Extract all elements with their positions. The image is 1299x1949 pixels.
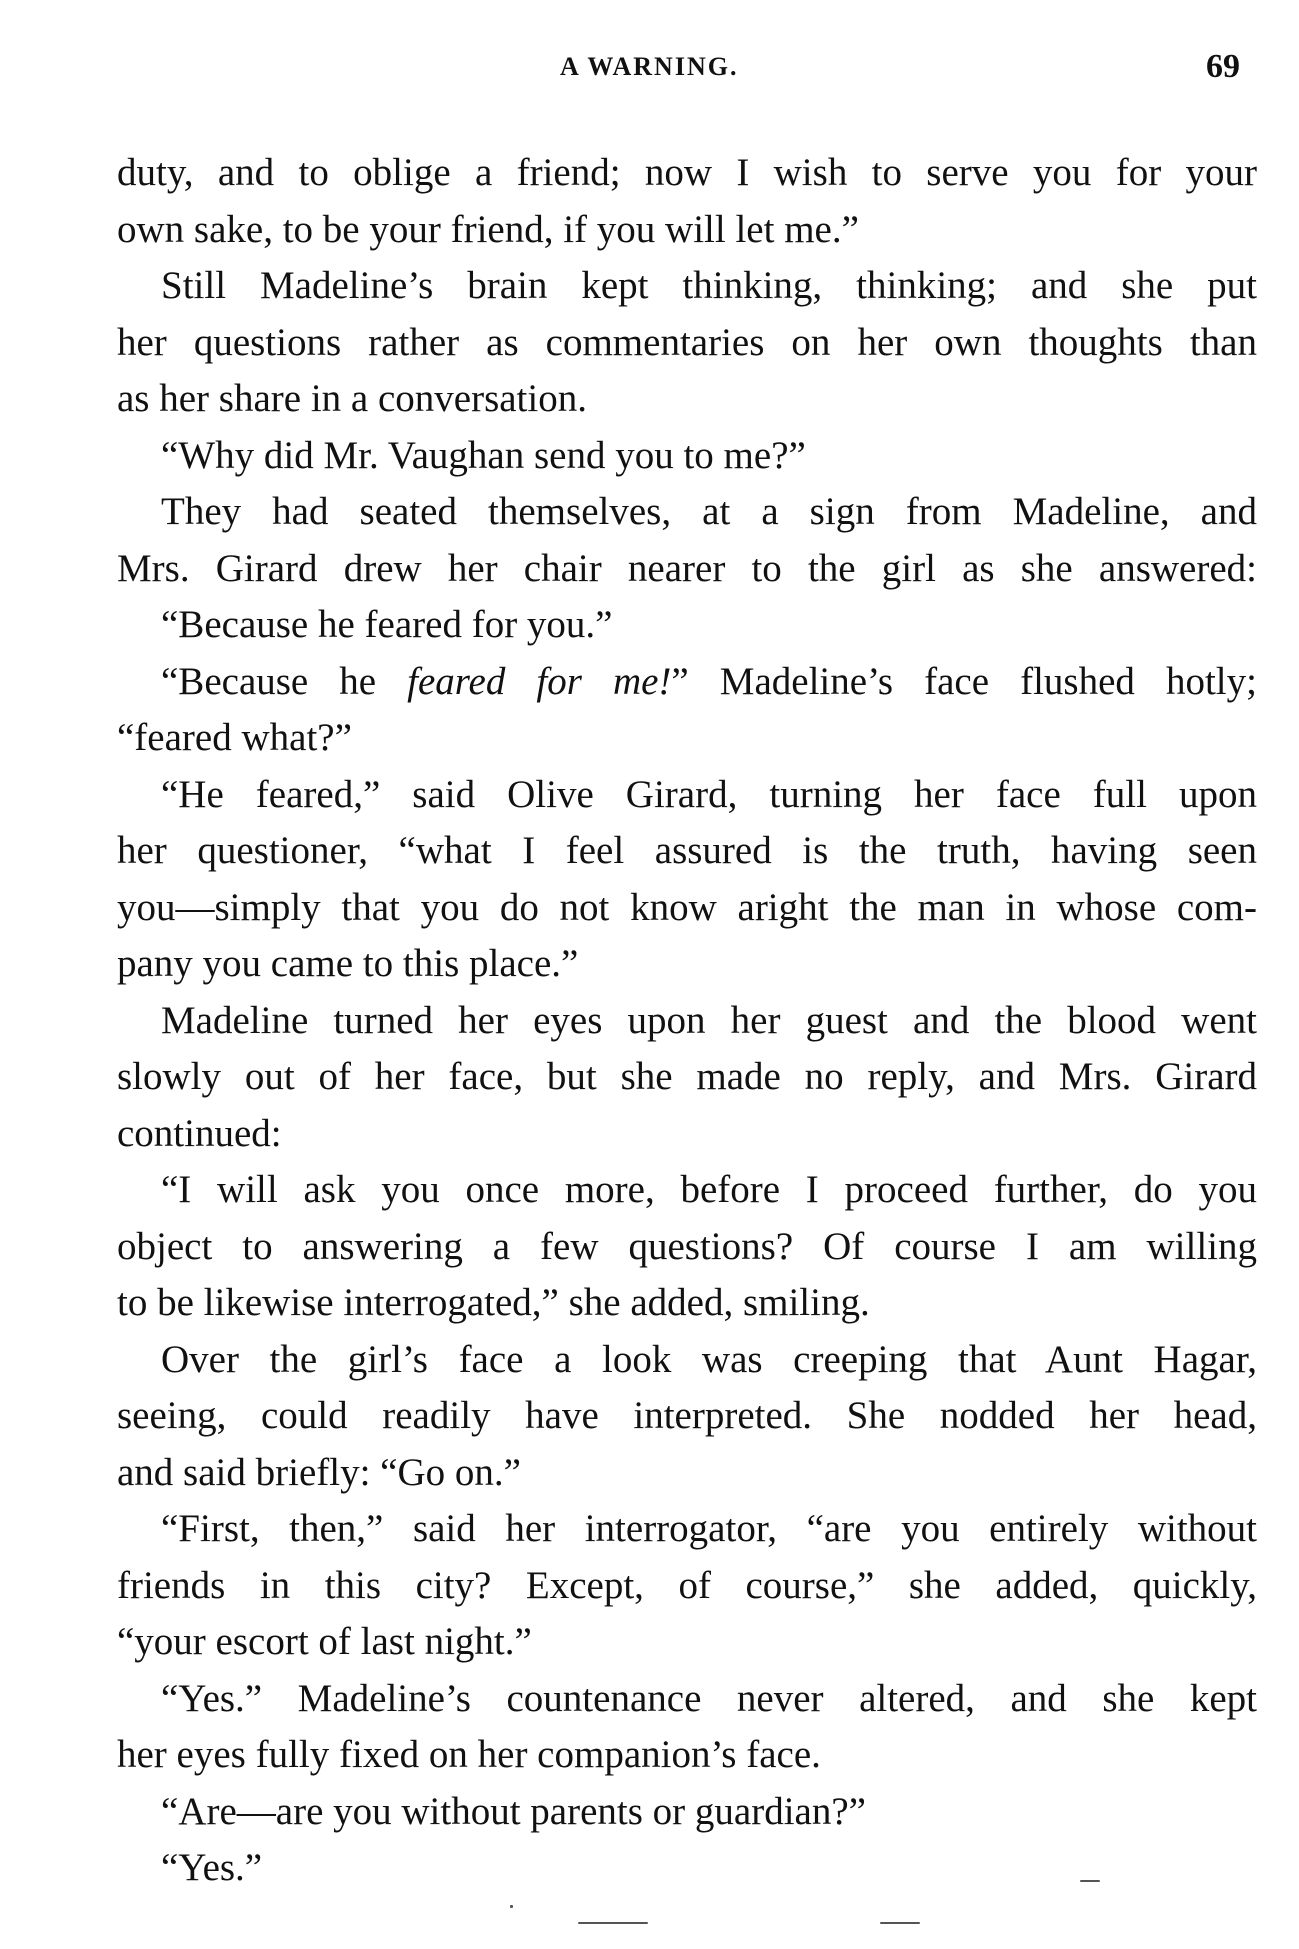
text-line: They had seated themselves, at a sign from Madeline, and [161,490,1257,533]
text-line: “First, then,” said her interrogator, “are you entirely without [161,1507,1257,1550]
text-segment: “Because he [161,660,408,703]
text-line: “Are—are you without parents or guardian?” [161,1790,866,1833]
text-line [161,654,1257,710]
print-speck [510,1905,513,1908]
text-line: Over the girl’s face a look was creeping that Aunt Hagar, [161,1338,1257,1381]
text-line: duty, and to oblige a friend; now I wish to serve you for your [117,151,1257,194]
text-line: “Yes.” [161,1846,263,1889]
print-speck [1080,1880,1100,1882]
text-line: Mrs. Girard drew her chair nearer to the girl as she answered: [117,547,1257,590]
text-line: seeing, could readily have interpreted. She nodded her head, [117,1394,1257,1437]
text-line: “I will ask you once more, before I proceed further, do you [161,1168,1257,1211]
text-line: own sake, to be your friend, if you will let me.” [117,208,859,251]
text-line: as her share in a conversation. [117,377,587,420]
text-line: Still Madeline’s brain kept thinking, thinking; and she put [161,264,1257,307]
text-line: “your escort of last night.” [117,1620,532,1663]
text-line: “Because he feared for you.” [161,603,613,646]
italic-emphasis: feared for me! [407,660,672,703]
text-line: her questioner, “what I feel assured is the truth, having seen [117,829,1257,872]
text-line: “Yes.” Madeline’s countenance never altered, and she kept [161,1677,1257,1720]
text-line: her questions rather as commentaries on her own thoughts than [117,321,1257,364]
text-line: object to answering a few questions? Of course I am willing [117,1225,1257,1268]
text-line: “feared what?” [117,716,352,759]
text-line: to be likewise interrogated,” she added, smiling. [117,1281,870,1324]
text-line: her eyes fully fixed on her companion’s face. [117,1733,821,1776]
text-line: slowly out of her face, but she made no reply, and Mrs. Girard [117,1055,1257,1098]
page-number: 69 [1206,48,1240,85]
text-line: “He feared,” said Olive Girard, turning her face full upon [161,773,1257,816]
text-line: friends in this city? Except, of course,” she added, quickly, [117,1564,1257,1607]
text-line: “Why did Mr. Vaughan send you to me?” [161,434,806,477]
text-line: Madeline turned her eyes upon her guest and the blood went [161,999,1257,1042]
text-line: you—simply that you do not know aright the man in whose com- [117,886,1257,929]
print-speck [880,1922,920,1924]
running-title: A WARNING. [560,52,739,81]
text-line: pany you came to this place.” [117,942,579,985]
text-line: and said briefly: “Go on.” [117,1451,521,1494]
text-line: continued: [117,1112,282,1155]
print-speck [578,1922,648,1924]
text-segment: ” Madeline’s face flushed hotly; [671,660,1257,703]
